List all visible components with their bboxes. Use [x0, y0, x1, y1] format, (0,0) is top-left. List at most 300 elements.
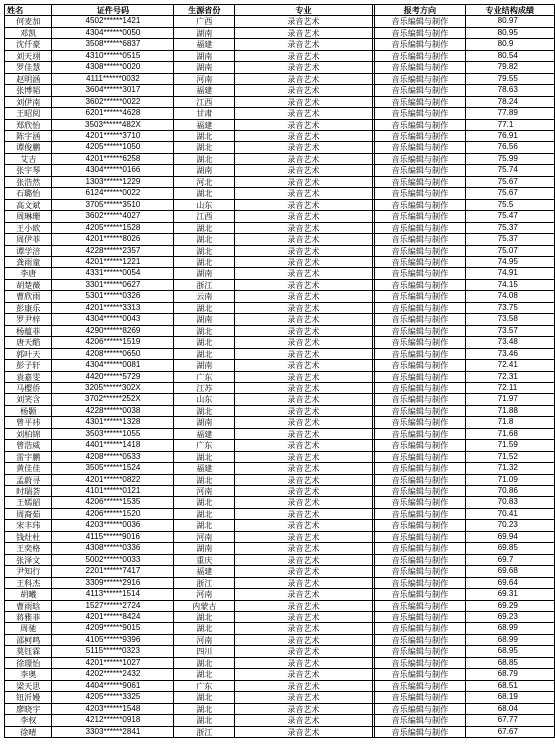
- cell-name: 何麦加: [5, 16, 52, 27]
- cell-direction: 音乐编辑与制作: [375, 302, 465, 313]
- cell-id: 4205******1050: [52, 142, 174, 153]
- results-table: [4, 4, 555, 738]
- cell-id: 4201******1027: [52, 657, 174, 668]
- cell-direction: 音乐编辑与制作: [375, 199, 465, 210]
- cell-major: 录音艺术: [235, 39, 372, 50]
- cell-name: 胡曦: [5, 589, 52, 600]
- cell-score: 73.75: [465, 302, 554, 313]
- cell-major: 录音艺术: [235, 256, 372, 267]
- table-row: [5, 245, 555, 256]
- table-row: [5, 371, 555, 382]
- cell-province: 湖南: [174, 268, 235, 279]
- table-row: [5, 119, 555, 130]
- cell-score: 72.31: [465, 371, 554, 382]
- cell-province: 湖南: [174, 50, 235, 61]
- cell-major: 录音艺术: [235, 153, 372, 164]
- cell-id: 4105******9396: [52, 634, 174, 645]
- cell-direction: 音乐编辑与制作: [375, 440, 465, 451]
- cell-name: 陈宇涵: [5, 130, 52, 141]
- cell-score: 75.37: [465, 234, 554, 245]
- cell-name: 徐晴: [5, 726, 52, 737]
- cell-name: 张博韬: [5, 85, 52, 96]
- cell-score: 68.79: [465, 669, 554, 680]
- cell-name: 周琳珊: [5, 211, 52, 222]
- cell-direction: 音乐编辑与制作: [375, 692, 465, 703]
- cell-major: 录音艺术: [235, 554, 372, 565]
- cell-id: 3301******0627: [52, 279, 174, 290]
- cell-score: 70.41: [465, 508, 554, 519]
- cell-direction: 音乐编辑与制作: [375, 119, 465, 130]
- cell-id: 1527******2724: [52, 600, 174, 611]
- table-row: [5, 50, 555, 61]
- cell-direction: 音乐编辑与制作: [375, 726, 465, 737]
- table-row: [5, 680, 555, 691]
- cell-id: 4203******1548: [52, 703, 174, 714]
- cell-name: 廖晓宇: [5, 703, 52, 714]
- cell-major: 录音艺术: [235, 680, 372, 691]
- cell-major: 录音艺术: [235, 428, 372, 439]
- table-row: [5, 589, 555, 600]
- cell-major: 录音艺术: [235, 337, 372, 348]
- cell-score: 70.83: [465, 497, 554, 508]
- cell-province: 湖南: [174, 62, 235, 73]
- cell-major: 录音艺术: [235, 371, 372, 382]
- cell-score: 79.82: [465, 62, 554, 73]
- cell-direction: 音乐编辑与制作: [375, 382, 465, 393]
- cell-name: 刘伊南: [5, 96, 52, 107]
- cell-score: 77.89: [465, 108, 554, 119]
- header-row: [5, 5, 555, 16]
- cell-province: 湖北: [174, 337, 235, 348]
- cell-direction: 音乐编辑与制作: [375, 153, 465, 164]
- cell-major: 录音艺术: [235, 703, 372, 714]
- cell-province: 湖南: [174, 314, 235, 325]
- cell-id: 4304******0081: [52, 360, 174, 371]
- cell-score: 68.51: [465, 680, 554, 691]
- cell-id: 4331******0054: [52, 268, 174, 279]
- cell-major: 录音艺术: [235, 176, 372, 187]
- table-row: [5, 222, 555, 233]
- table-row: [5, 508, 555, 519]
- cell-name: 徐璟怡: [5, 657, 52, 668]
- table-row: [5, 73, 555, 84]
- cell-name: 罗尹梓: [5, 314, 52, 325]
- cell-major: 录音艺术: [235, 508, 372, 519]
- cell-province: 湖北: [174, 497, 235, 508]
- cell-name: 李权: [5, 715, 52, 726]
- table-row: [5, 291, 555, 302]
- cell-direction: 音乐编辑与制作: [375, 669, 465, 680]
- cell-major: 录音艺术: [235, 417, 372, 428]
- cell-score: 68.85: [465, 657, 554, 668]
- cell-name: 彭子轩: [5, 360, 52, 371]
- cell-id: 4101******0121: [52, 486, 174, 497]
- cell-major: 录音艺术: [235, 657, 372, 668]
- cell-major: 录音艺术: [235, 50, 372, 61]
- cell-major: 录音艺术: [235, 566, 372, 577]
- cell-province: 江西: [174, 211, 235, 222]
- cell-name: 曹雨晗: [5, 600, 52, 611]
- table-row: [5, 314, 555, 325]
- cell-score: 67.67: [465, 726, 554, 737]
- cell-major: 录音艺术: [235, 211, 372, 222]
- cell-score: 79.55: [465, 73, 554, 84]
- cell-name: 郭叶天: [5, 348, 52, 359]
- cell-score: 74.15: [465, 279, 554, 290]
- cell-province: 湖北: [174, 302, 235, 313]
- cell-direction: 音乐编辑与制作: [375, 451, 465, 462]
- cell-score: 75.67: [465, 176, 554, 187]
- table-row: [5, 165, 555, 176]
- table-row: [5, 646, 555, 657]
- cell-major: 录音艺术: [235, 382, 372, 393]
- cell-province: 湖北: [174, 153, 235, 164]
- cell-score: 78.24: [465, 96, 554, 107]
- cell-id: 4206******1519: [52, 337, 174, 348]
- cell-direction: 音乐编辑与制作: [375, 176, 465, 187]
- cell-id: 4310******0515: [52, 50, 174, 61]
- cell-direction: 音乐编辑与制作: [375, 497, 465, 508]
- cell-id: 4201******6258: [52, 153, 174, 164]
- cell-id: 4304******0166: [52, 165, 174, 176]
- table-row: [5, 531, 555, 542]
- table-row: [5, 360, 555, 371]
- cell-id: 4308******0020: [52, 62, 174, 73]
- cell-major: 录音艺术: [235, 623, 372, 634]
- cell-province: 湖北: [174, 715, 235, 726]
- cell-major: 录音艺术: [235, 85, 372, 96]
- cell-major: 录音艺术: [235, 188, 372, 199]
- cell-province: 福建: [174, 463, 235, 474]
- cell-province: 湖北: [174, 520, 235, 531]
- cell-id: 5301******0326: [52, 291, 174, 302]
- table-row: [5, 142, 555, 153]
- cell-direction: 音乐编辑与制作: [375, 16, 465, 27]
- cell-province: 内蒙古: [174, 600, 235, 611]
- cell-id: 3702******252X: [52, 394, 174, 405]
- cell-direction: 音乐编辑与制作: [375, 27, 465, 38]
- cell-name: 周裔茹: [5, 508, 52, 519]
- cell-province: 广西: [174, 16, 235, 27]
- cell-major: 录音艺术: [235, 245, 372, 256]
- cell-province: 湖南: [174, 417, 235, 428]
- table-row: [5, 692, 555, 703]
- cell-major: 录音艺术: [235, 692, 372, 703]
- cell-direction: 音乐编辑与制作: [375, 600, 465, 611]
- cell-direction: 音乐编辑与制作: [375, 85, 465, 96]
- cell-id: 4201******8026: [52, 234, 174, 245]
- cell-direction: 音乐编辑与制作: [375, 520, 465, 531]
- header-score: 专业结构成绩: [465, 5, 554, 16]
- cell-score: 69.64: [465, 577, 554, 588]
- table-row: [5, 428, 555, 439]
- cell-id: 4208******0533: [52, 451, 174, 462]
- cell-score: 71.32: [465, 463, 554, 474]
- cell-name: 王昭阅: [5, 108, 52, 119]
- cell-province: 湖北: [174, 508, 235, 519]
- cell-direction: 音乐编辑与制作: [375, 417, 465, 428]
- cell-province: 湖北: [174, 234, 235, 245]
- cell-province: 广东: [174, 440, 235, 451]
- cell-score: 75.99: [465, 153, 554, 164]
- cell-id: 4228******0038: [52, 405, 174, 416]
- cell-province: 浙江: [174, 279, 235, 290]
- table-row: [5, 566, 555, 577]
- cell-id: 3604******3017: [52, 85, 174, 96]
- cell-id: 4404******9061: [52, 680, 174, 691]
- cell-name: 宋丰玮: [5, 520, 52, 531]
- table-row: [5, 543, 555, 554]
- cell-score: 71.59: [465, 440, 554, 451]
- table-row: [5, 600, 555, 611]
- cell-direction: 音乐编辑与制作: [375, 646, 465, 657]
- table-row: [5, 130, 555, 141]
- cell-score: 69.68: [465, 566, 554, 577]
- cell-id: 4502******1421: [52, 16, 174, 27]
- cell-id: 3508******6837: [52, 39, 174, 50]
- cell-major: 录音艺术: [235, 348, 372, 359]
- cell-province: 湖北: [174, 325, 235, 336]
- cell-score: 70.23: [465, 520, 554, 531]
- cell-direction: 音乐编辑与制作: [375, 486, 465, 497]
- cell-score: 69.31: [465, 589, 554, 600]
- cell-name: 孟蔚寻: [5, 474, 52, 485]
- cell-direction: 音乐编辑与制作: [375, 325, 465, 336]
- cell-direction: 音乐编辑与制作: [375, 108, 465, 119]
- table-row: [5, 394, 555, 405]
- table-row: [5, 520, 555, 531]
- cell-major: 录音艺术: [235, 268, 372, 279]
- cell-id: 2201******7417: [52, 566, 174, 577]
- cell-direction: 音乐编辑与制作: [375, 554, 465, 565]
- cell-id: 4206******1535: [52, 497, 174, 508]
- cell-major: 录音艺术: [235, 16, 372, 27]
- cell-name: 王奕格: [5, 543, 52, 554]
- cell-province: 江西: [174, 96, 235, 107]
- cell-id: 4202******2432: [52, 669, 174, 680]
- cell-score: 71.8: [465, 417, 554, 428]
- cell-id: 4201******3313: [52, 302, 174, 313]
- cell-direction: 音乐编辑与制作: [375, 211, 465, 222]
- cell-province: 重庆: [174, 554, 235, 565]
- cell-direction: 音乐编辑与制作: [375, 474, 465, 485]
- cell-province: 福建: [174, 566, 235, 577]
- cell-major: 录音艺术: [235, 474, 372, 485]
- cell-name: 邓凯: [5, 27, 52, 38]
- cell-direction: 音乐编辑与制作: [375, 612, 465, 623]
- cell-province: 甘肃: [174, 108, 235, 119]
- cell-id: 5115******0323: [52, 646, 174, 657]
- cell-id: 4308******0336: [52, 543, 174, 554]
- cell-name: 钱灶杜: [5, 531, 52, 542]
- cell-score: 68.95: [465, 646, 554, 657]
- cell-name: 郑欣怡: [5, 119, 52, 130]
- cell-direction: 音乐编辑与制作: [375, 268, 465, 279]
- table-row: [5, 337, 555, 348]
- cell-id: 5002******0033: [52, 554, 174, 565]
- cell-id: 3309******2916: [52, 577, 174, 588]
- cell-direction: 音乐编辑与制作: [375, 623, 465, 634]
- cell-province: 湖北: [174, 348, 235, 359]
- cell-score: 74.91: [465, 268, 554, 279]
- cell-direction: 音乐编辑与制作: [375, 73, 465, 84]
- table-row: [5, 234, 555, 245]
- table-row: [5, 554, 555, 565]
- cell-province: 湖北: [174, 256, 235, 267]
- cell-name: 唐天酷: [5, 337, 52, 348]
- cell-major: 录音艺术: [235, 325, 372, 336]
- cell-name: 黄佳佳: [5, 463, 52, 474]
- cell-name: 罗佳慧: [5, 62, 52, 73]
- cell-major: 录音艺术: [235, 486, 372, 497]
- cell-direction: 音乐编辑与制作: [375, 142, 465, 153]
- cell-id: 4209******9015: [52, 623, 174, 634]
- cell-name: 刘天翊: [5, 50, 52, 61]
- cell-score: 71.52: [465, 451, 554, 462]
- table-row: [5, 108, 555, 119]
- cell-id: 4201******1221: [52, 256, 174, 267]
- cell-score: 74.08: [465, 291, 554, 302]
- cell-id: 4205******1528: [52, 222, 174, 233]
- cell-name: 赵明涵: [5, 73, 52, 84]
- cell-score: 73.57: [465, 325, 554, 336]
- cell-major: 录音艺术: [235, 96, 372, 107]
- cell-name: 时瑞荟: [5, 486, 52, 497]
- cell-direction: 音乐编辑与制作: [375, 337, 465, 348]
- table-row: [5, 39, 555, 50]
- cell-id: 4205******3325: [52, 692, 174, 703]
- cell-province: 河南: [174, 589, 235, 600]
- cell-province: 湖北: [174, 130, 235, 141]
- cell-major: 录音艺术: [235, 634, 372, 645]
- cell-direction: 音乐编辑与制作: [375, 703, 465, 714]
- table-row: [5, 188, 555, 199]
- cell-province: 江苏: [174, 382, 235, 393]
- table-row: [5, 62, 555, 73]
- cell-score: 69.94: [465, 531, 554, 542]
- cell-major: 录音艺术: [235, 73, 372, 84]
- cell-id: 3503******1055: [52, 428, 174, 439]
- cell-name: 谭俊鹏: [5, 142, 52, 153]
- cell-id: 1303******1229: [52, 176, 174, 187]
- cell-major: 录音艺术: [235, 440, 372, 451]
- cell-major: 录音艺术: [235, 302, 372, 313]
- cell-score: 75.47: [465, 211, 554, 222]
- cell-province: 湖南: [174, 165, 235, 176]
- cell-province: 湖北: [174, 405, 235, 416]
- cell-direction: 音乐编辑与制作: [375, 314, 465, 325]
- cell-major: 录音艺术: [235, 360, 372, 371]
- table-row: [5, 634, 555, 645]
- cell-major: 录音艺术: [235, 291, 372, 302]
- cell-name: 沈仟豪: [5, 39, 52, 50]
- table-row: [5, 16, 555, 27]
- cell-major: 录音艺术: [235, 600, 372, 611]
- cell-province: 广东: [174, 371, 235, 382]
- table-row: [5, 669, 555, 680]
- cell-id: 4301******1328: [52, 417, 174, 428]
- table-row: [5, 657, 555, 668]
- cell-direction: 音乐编辑与制作: [375, 222, 465, 233]
- cell-province: 湖南: [174, 543, 235, 554]
- cell-name: 周驰: [5, 623, 52, 634]
- cell-direction: 音乐编辑与制作: [375, 405, 465, 416]
- cell-major: 录音艺术: [235, 589, 372, 600]
- table-row: [5, 463, 555, 474]
- cell-major: 录音艺术: [235, 314, 372, 325]
- cell-score: 71.68: [465, 428, 554, 439]
- cell-major: 录音艺术: [235, 108, 372, 119]
- cell-province: 河南: [174, 486, 235, 497]
- cell-major: 录音艺术: [235, 577, 372, 588]
- header-major: 专业: [235, 5, 372, 16]
- cell-major: 录音艺术: [235, 531, 372, 542]
- cell-direction: 音乐编辑与制作: [375, 428, 465, 439]
- cell-major: 录音艺术: [235, 394, 372, 405]
- table-row: [5, 27, 555, 38]
- cell-score: 70.86: [465, 486, 554, 497]
- cell-major: 录音艺术: [235, 669, 372, 680]
- cell-name: 袁嘉雯: [5, 371, 52, 382]
- cell-name: 高文斌: [5, 199, 52, 210]
- cell-direction: 音乐编辑与制作: [375, 543, 465, 554]
- cell-province: 浙江: [174, 726, 235, 737]
- cell-province: 山东: [174, 394, 235, 405]
- cell-score: 76.56: [465, 142, 554, 153]
- table-row: [5, 612, 555, 623]
- cell-id: 4201******3710: [52, 130, 174, 141]
- cell-name: 胡楚薇: [5, 279, 52, 290]
- table-row: [5, 382, 555, 393]
- cell-score: 71.97: [465, 394, 554, 405]
- table-row: [5, 176, 555, 187]
- cell-score: 75.07: [465, 245, 554, 256]
- cell-score: 80.54: [465, 50, 554, 61]
- cell-name: 曹欣雨: [5, 291, 52, 302]
- cell-direction: 音乐编辑与制作: [375, 256, 465, 267]
- cell-name: 周伊菲: [5, 234, 52, 245]
- score-sheet: [4, 4, 555, 738]
- cell-id: 4401******1418: [52, 440, 174, 451]
- cell-direction: 音乐编辑与制作: [375, 245, 465, 256]
- cell-name: 刘笑含: [5, 394, 52, 405]
- cell-id: 3505******1524: [52, 463, 174, 474]
- header-direction: 报考方向: [375, 5, 465, 16]
- cell-major: 录音艺术: [235, 646, 372, 657]
- cell-direction: 音乐编辑与制作: [375, 348, 465, 359]
- cell-province: 湖南: [174, 360, 235, 371]
- cell-province: 河南: [174, 531, 235, 542]
- cell-score: 75.74: [465, 165, 554, 176]
- cell-id: 4203******0036: [52, 520, 174, 531]
- table-row: [5, 256, 555, 267]
- cell-id: 4115******9016: [52, 531, 174, 542]
- cell-name: 艾吉: [5, 153, 52, 164]
- cell-direction: 音乐编辑与制作: [375, 371, 465, 382]
- cell-province: 广东: [174, 680, 235, 691]
- cell-province: 浙江: [174, 577, 235, 588]
- cell-score: 78.63: [465, 85, 554, 96]
- cell-province: 湖北: [174, 188, 235, 199]
- cell-major: 录音艺术: [235, 726, 372, 737]
- cell-province: 湖北: [174, 222, 235, 233]
- cell-major: 录音艺术: [235, 497, 372, 508]
- cell-id: 3503******482X: [52, 119, 174, 130]
- cell-name: 马樱侨: [5, 382, 52, 393]
- cell-id: 4304******0050: [52, 27, 174, 38]
- cell-direction: 音乐编辑与制作: [375, 279, 465, 290]
- table-row: [5, 623, 555, 634]
